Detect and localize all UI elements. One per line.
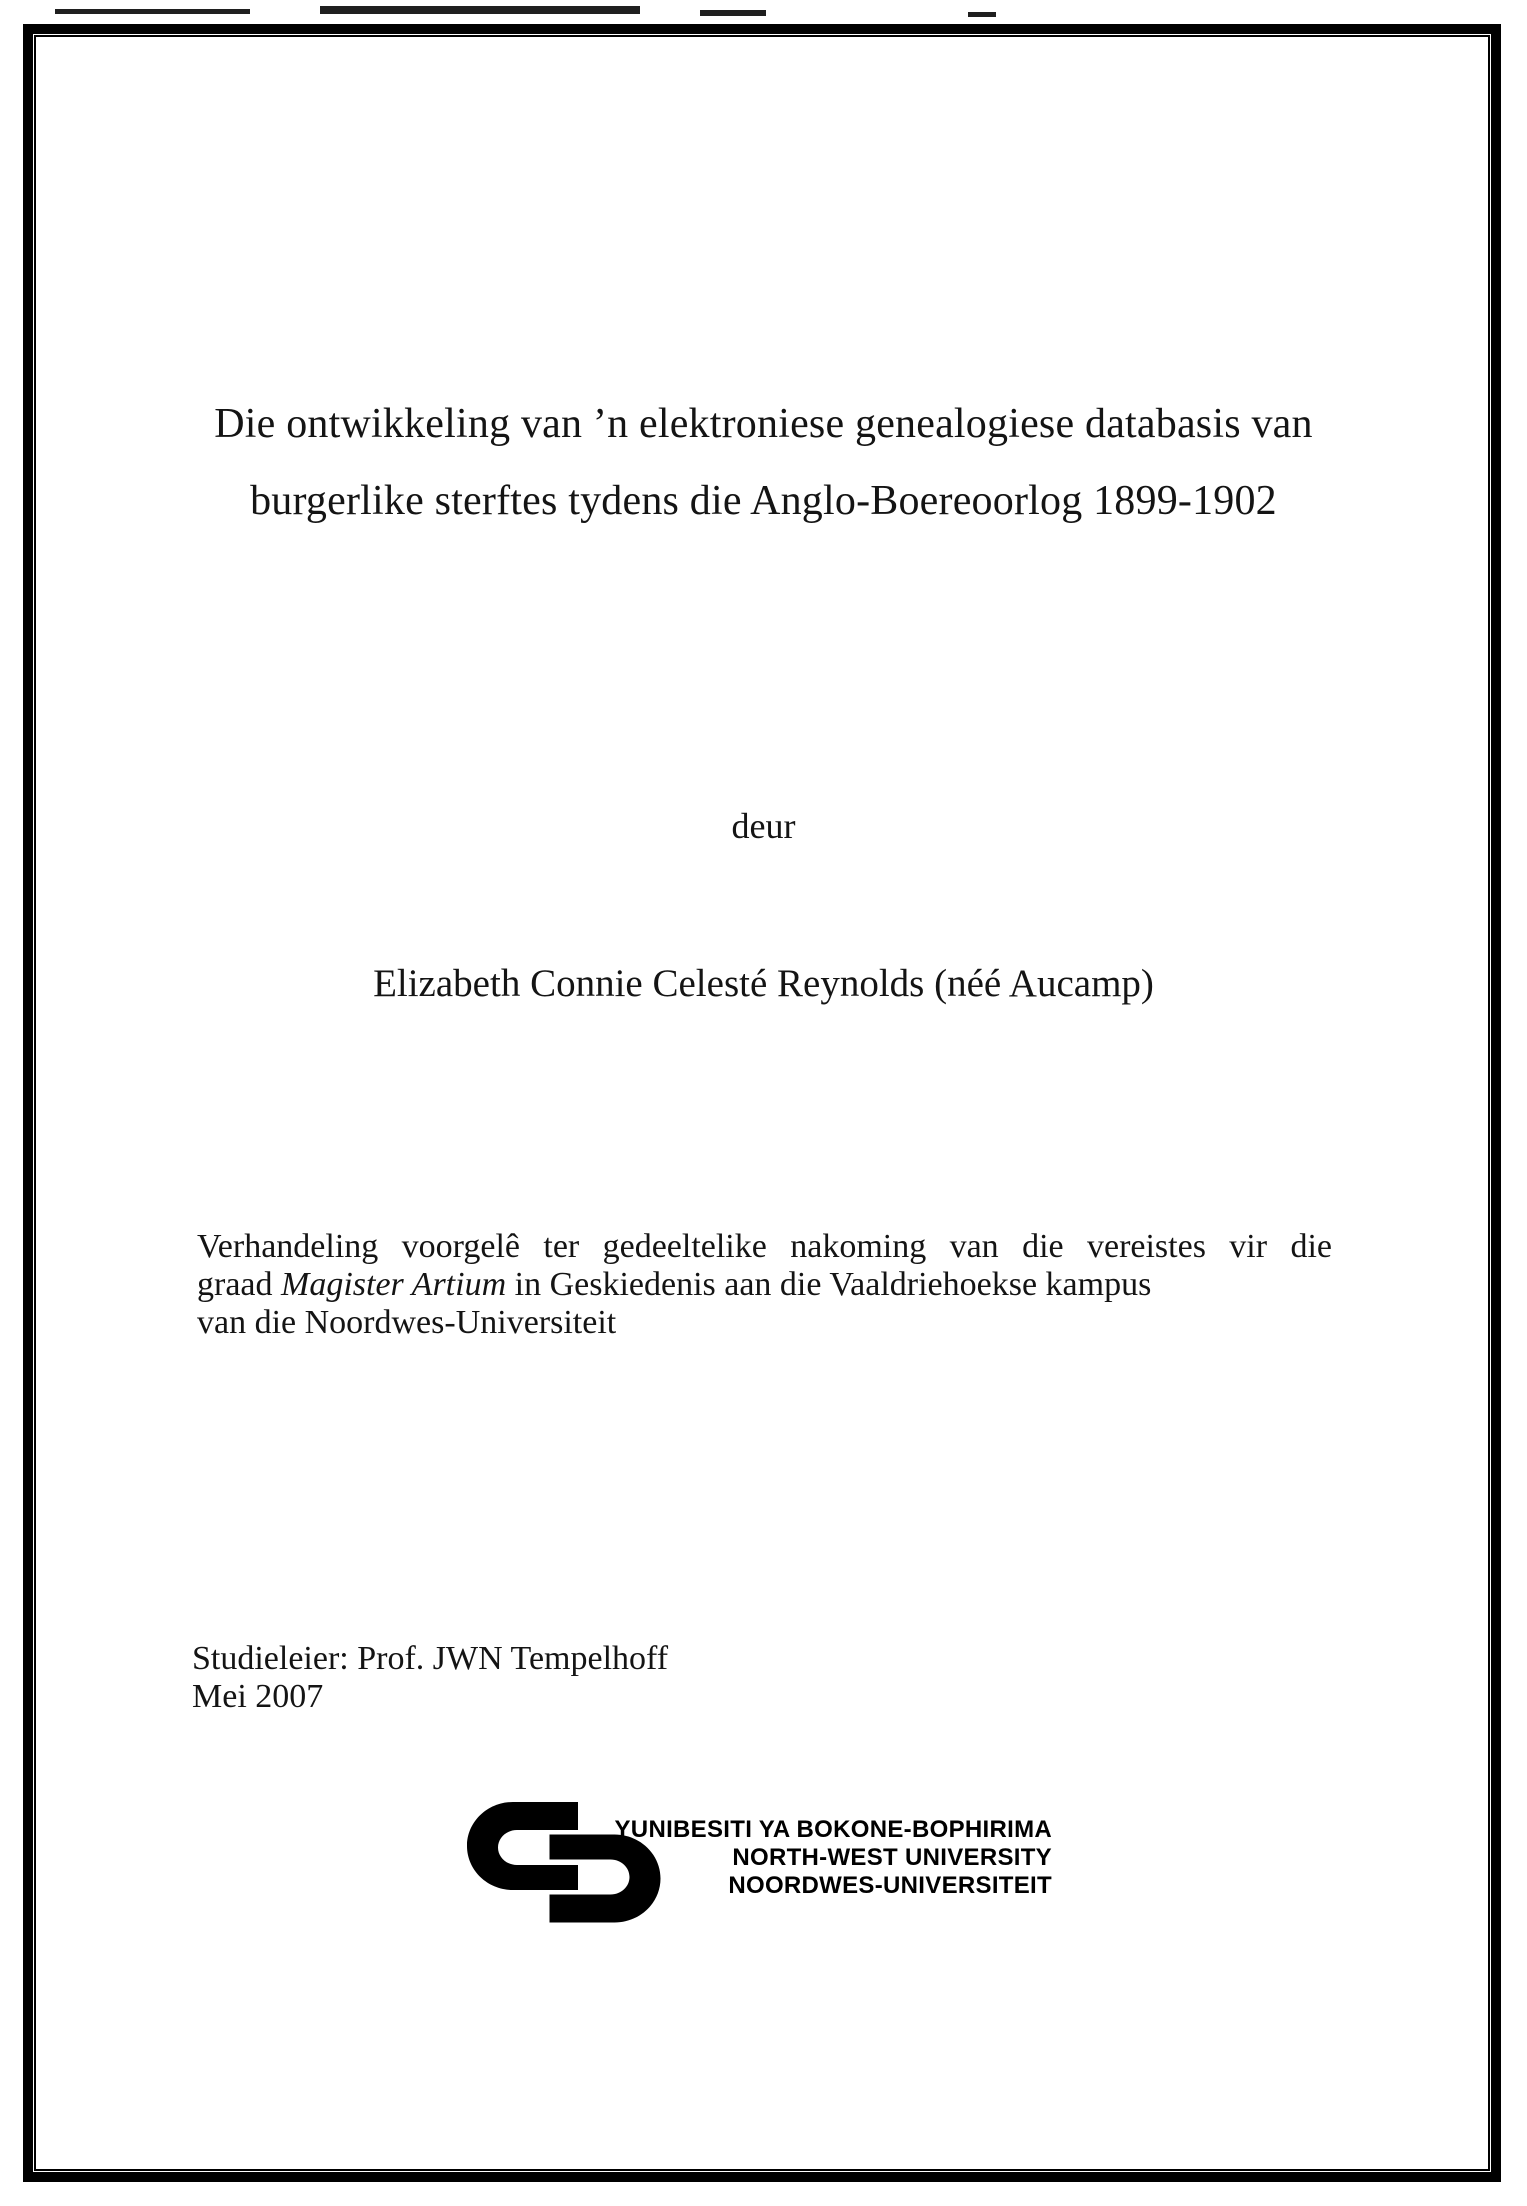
degree-statement-line2-suffix: in Geskiedenis aan die Vaaldriehoekse kampus xyxy=(506,1266,1152,1303)
nwu-logo-line2: NORTH-WEST UNIVERSITY xyxy=(732,1844,1052,1871)
degree-statement-line2-prefix: graad xyxy=(197,1266,282,1303)
degree-statement-line1: Verhandeling voorgelê ter gedeeltelike nakoming van die vereistes vir die xyxy=(197,1228,1332,1265)
author-name: Elizabeth Connie Celesté Reynolds (néé Aucamp) xyxy=(373,962,1154,1005)
scan-artifact xyxy=(55,9,250,14)
degree-statement-line3: van die Noordwes-Universiteit xyxy=(197,1304,617,1341)
scan-artifact xyxy=(700,10,766,16)
scan-artifact xyxy=(320,6,640,14)
degree-statement-line2 xyxy=(197,1266,1332,1304)
nwu-logo-wordmark xyxy=(560,1816,1052,1900)
thesis-title xyxy=(96,386,1431,540)
byline: deur xyxy=(731,806,796,846)
supervisor-line: Studieleier: Prof. JWN Tempelhoff xyxy=(192,1640,669,1677)
degree-statement xyxy=(197,1228,1332,1342)
supervisor-block xyxy=(192,1640,668,1716)
thesis-title-line2: burgerlike sterftes tydens die Anglo-Boereoorlog 1899-1902 xyxy=(250,478,1277,524)
scan-artifact xyxy=(968,12,996,17)
thesis-title-line1: Die ontwikkeling van ’n elektroniese genealogiese databasis van xyxy=(214,401,1313,447)
nwu-logo-line1: YUNIBESITI YA BOKONE-BOPHIRIMA xyxy=(614,1816,1052,1843)
nwu-logo-line3: NOORDWES-UNIVERSITEIT xyxy=(728,1872,1052,1899)
degree-name-italic: Magister Artium xyxy=(281,1266,507,1303)
date-line: Mei 2007 xyxy=(192,1678,324,1715)
north-west-university-logo xyxy=(467,1802,1087,1942)
